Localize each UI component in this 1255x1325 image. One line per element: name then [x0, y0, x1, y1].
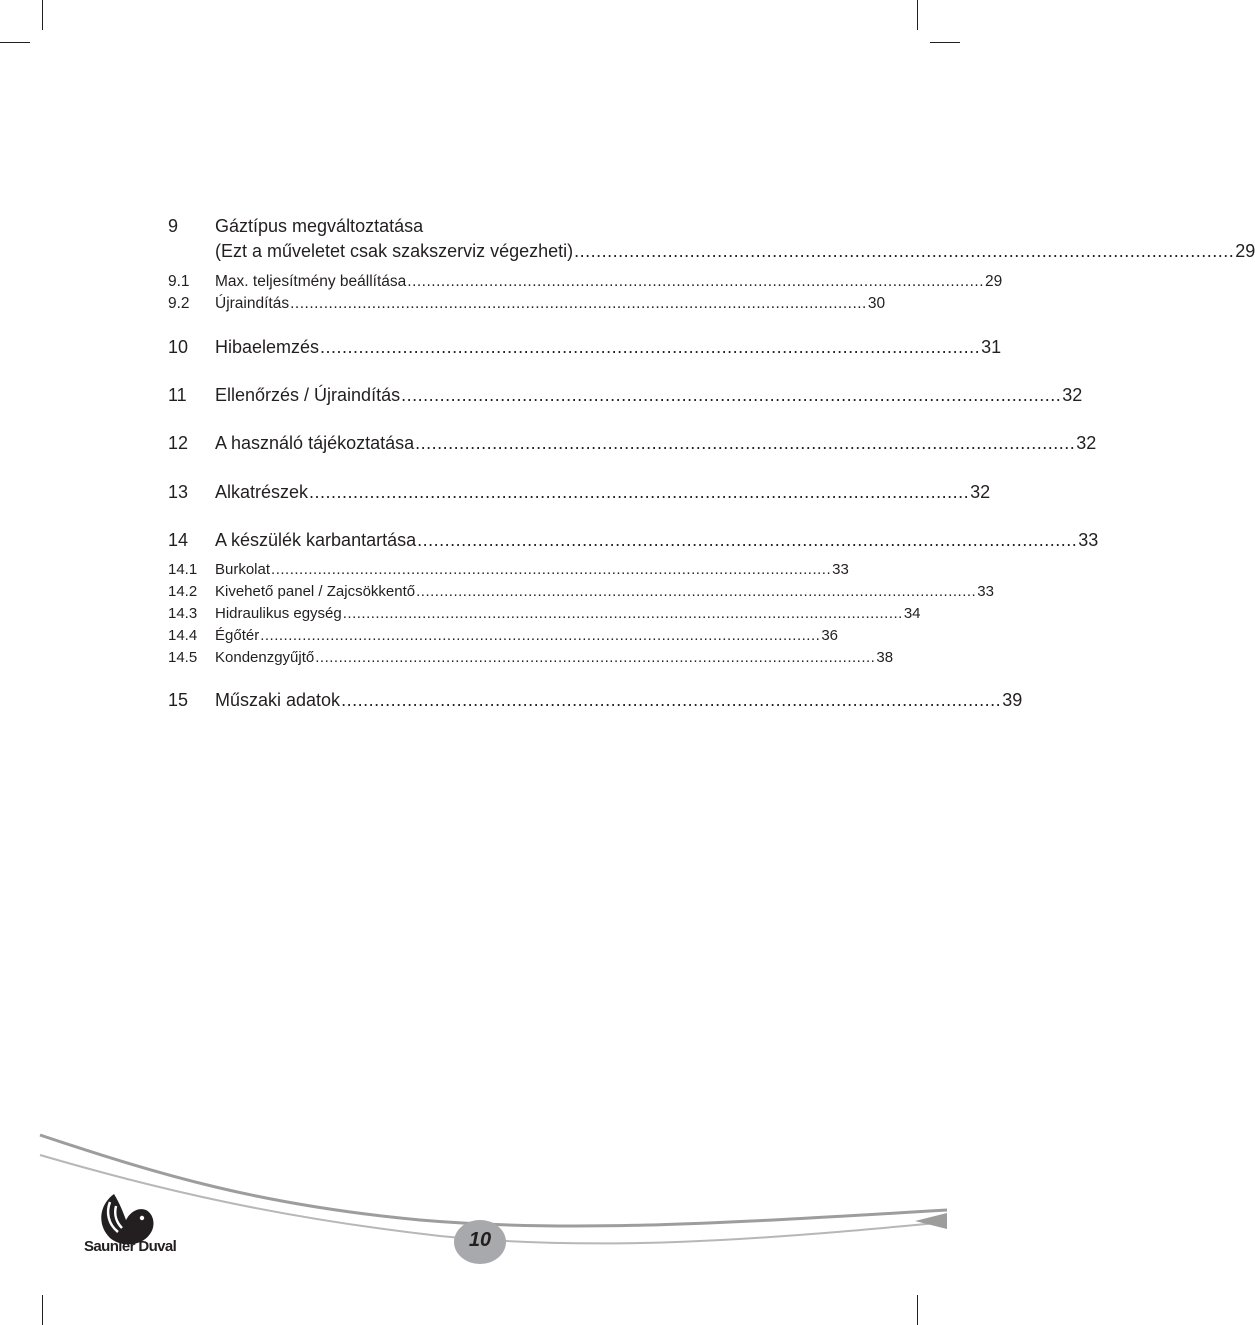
- crop-mark-top-right-v: [917, 0, 918, 30]
- toc-number: 14.4: [168, 627, 198, 644]
- toc-page: 33: [977, 583, 994, 600]
- toc-entry[interactable]: [168, 337, 1002, 358]
- toc-entry[interactable]: [168, 385, 1083, 406]
- toc-page: 36: [821, 627, 838, 644]
- toc-title: Hidraulikus egység: [215, 605, 342, 622]
- toc-leader: ........................................................................................................................: [415, 433, 1076, 453]
- toc-title: Kivehető panel / Zajcsökkentő: [215, 583, 416, 600]
- toc-number: 9.2: [168, 295, 190, 312]
- toc-leader: ........................................................................................................................: [290, 295, 867, 312]
- crop-mark-bottom-left-v: [42, 1295, 43, 1325]
- toc-entry-continuation[interactable]: [168, 241, 1255, 262]
- toc-title: Újraindítás: [215, 295, 290, 312]
- toc-entry[interactable]: [168, 482, 991, 503]
- toc-leader: ........................................................................................................................: [320, 337, 981, 357]
- toc-leader: ........................................................................................................................: [309, 482, 970, 502]
- brand-name: Saunier Duval: [84, 1238, 177, 1255]
- toc-leader: ........................................................................................................................: [341, 690, 1002, 710]
- toc-page: 29: [1235, 241, 1255, 261]
- toc-leader: ........................................................................................................................: [407, 273, 985, 290]
- toc-title: Alkatrészek: [215, 482, 309, 502]
- toc-leader: ........................................................................................................................: [416, 583, 977, 600]
- toc-entry[interactable]: [168, 433, 1097, 454]
- toc-page: 32: [1062, 385, 1083, 405]
- toc-number: 9.1: [168, 273, 190, 290]
- toc-entry[interactable]: [168, 216, 786, 237]
- toc-page: 33: [1078, 530, 1099, 550]
- toc-title: Burkolat: [215, 561, 271, 578]
- toc-number: 14.5: [168, 649, 198, 666]
- toc-leader: ........................................................................................................................: [342, 605, 903, 622]
- crop-mark-top-right-h: [930, 42, 960, 43]
- toc-entry[interactable]: [168, 690, 1023, 711]
- toc-leader: ........................................................................................................................: [315, 649, 876, 666]
- toc-number: 13: [168, 482, 189, 502]
- toc-title: Hibaelemzés: [215, 337, 320, 357]
- crop-mark-top-left-v: [42, 0, 43, 30]
- toc-number: 11: [168, 385, 187, 405]
- toc-number: 14: [168, 530, 189, 550]
- toc-number: 14.3: [168, 605, 198, 622]
- toc-leader: ........................................................................................................................: [401, 385, 1062, 405]
- toc-title: A készülék karbantartása: [215, 530, 417, 550]
- toc-entry[interactable]: [168, 649, 894, 666]
- toc-number: 14.2: [168, 583, 198, 600]
- toc-page: 39: [1002, 690, 1023, 710]
- toc-page: 30: [867, 295, 886, 312]
- toc-page: 32: [970, 482, 991, 502]
- toc-entry[interactable]: [168, 561, 849, 578]
- toc-page: 29: [985, 273, 1003, 290]
- toc-leader: ........................................................................................................................: [271, 561, 832, 578]
- toc-page: 38: [876, 649, 894, 666]
- toc-title: Műszaki adatok: [215, 690, 341, 710]
- toc-number: 14.1: [168, 561, 198, 578]
- toc-title: Max. teljesítmény beállítása: [215, 273, 407, 290]
- toc-page: 34: [903, 605, 921, 622]
- toc-title: Ellenőrzés / Újraindítás: [215, 385, 401, 405]
- toc-page: 31: [981, 337, 1002, 357]
- toc-leader: ........................................................................................................................: [260, 627, 821, 644]
- toc-title: Gáztípus megváltoztatása: [215, 216, 424, 236]
- toc-entry[interactable]: [168, 583, 994, 600]
- crop-mark-bottom-right-v: [917, 1295, 918, 1325]
- toc-title-continuation: (Ezt a műveletet csak szakszerviz végezheti): [215, 241, 574, 261]
- toc-number: 9: [168, 216, 179, 236]
- toc-entry[interactable]: [168, 605, 921, 622]
- toc-number: 10: [168, 337, 189, 357]
- toc-entry[interactable]: [168, 273, 1003, 291]
- crop-mark-top-left-h: [0, 42, 30, 43]
- toc-number: 12: [168, 433, 189, 453]
- page-number: 10: [468, 1229, 492, 1251]
- toc-title: Égőtér: [215, 627, 260, 644]
- toc-page: 32: [1076, 433, 1097, 453]
- toc-entry[interactable]: [168, 295, 886, 313]
- toc-number: 15: [168, 690, 189, 710]
- toc-leader: ........................................................................................................................: [574, 241, 1235, 261]
- toc-entry[interactable]: [168, 627, 838, 644]
- toc-title: Kondenzgyűjtő: [215, 649, 315, 666]
- toc-entry[interactable]: [168, 530, 1099, 551]
- toc-title: A használó tájékoztatása: [215, 433, 415, 453]
- toc-page: 33: [832, 561, 849, 578]
- toc-leader: ........................................................................................................................: [417, 530, 1078, 550]
